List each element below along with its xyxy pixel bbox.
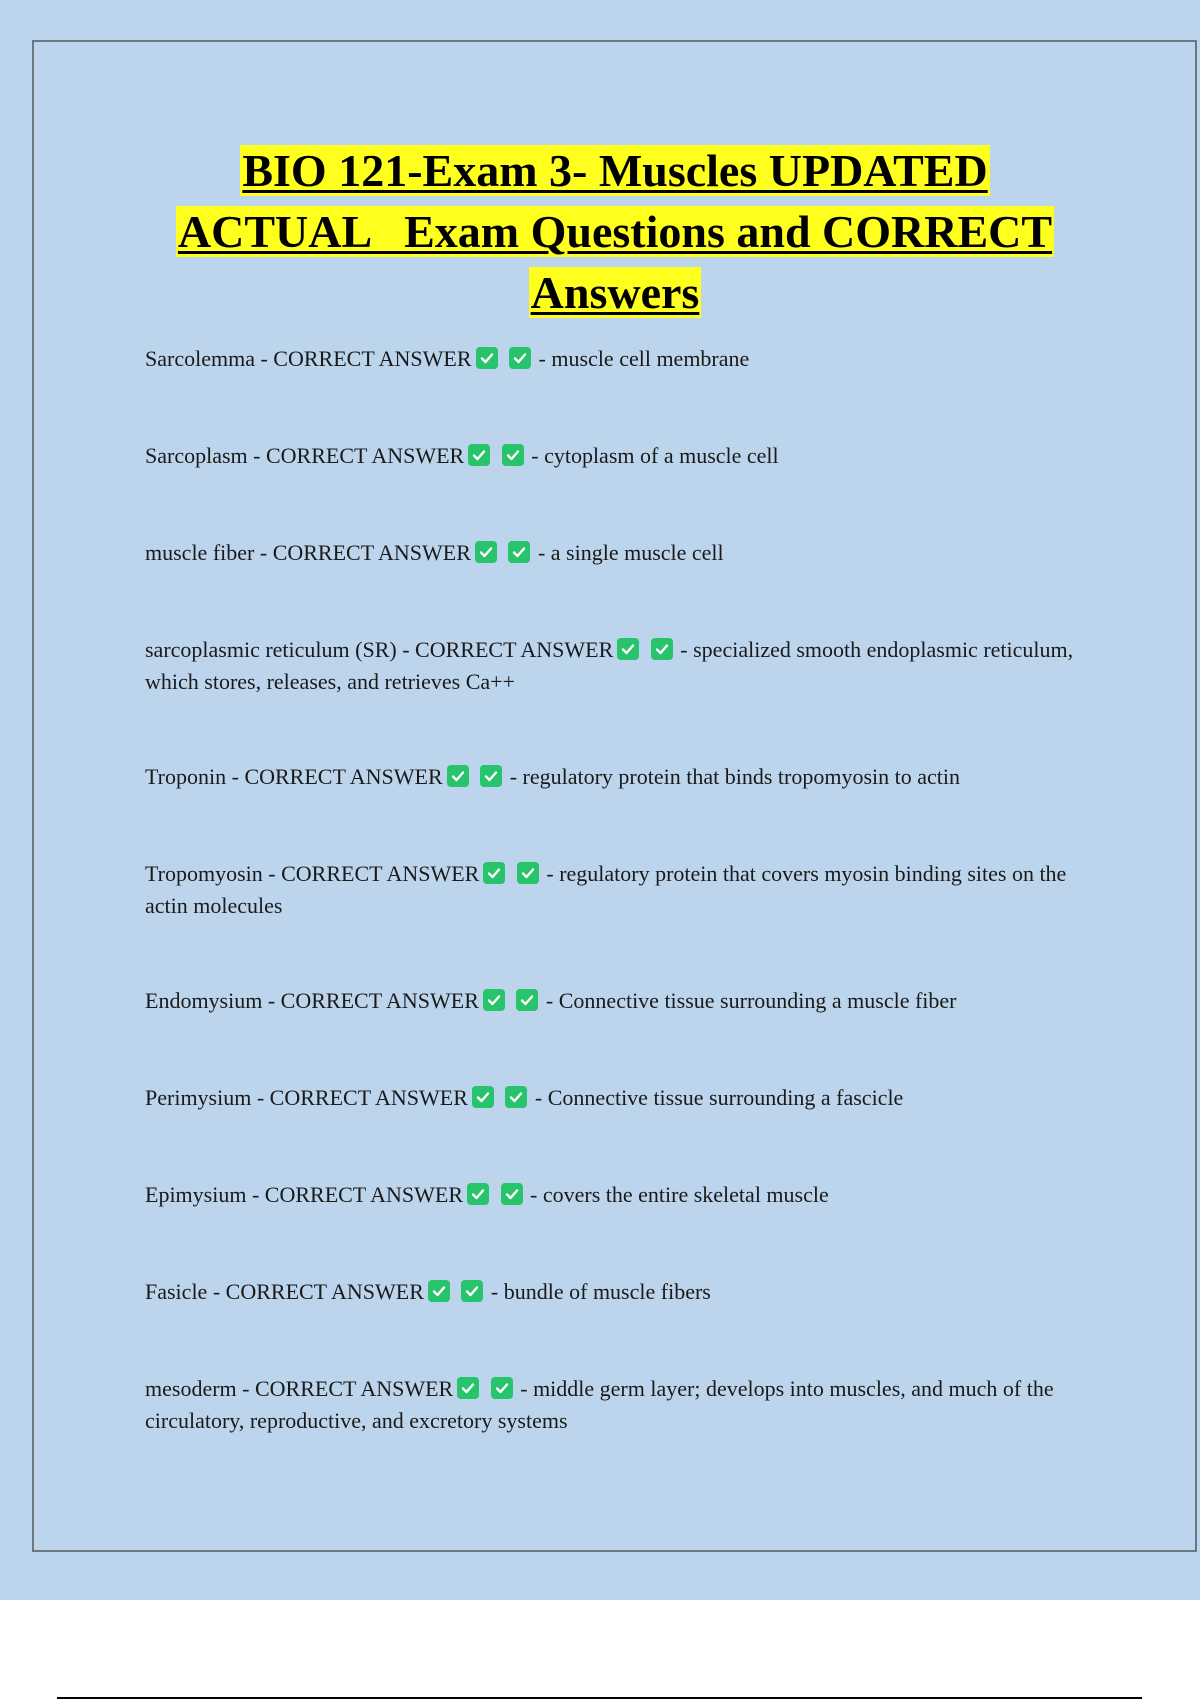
definition: bundle of muscle fibers (503, 1279, 711, 1304)
check-mark-icon (457, 1377, 479, 1399)
term: Sarcolemma (145, 346, 255, 371)
question-answer-list (145, 343, 1095, 1502)
answer-marker: CORRECT ANSWER (272, 540, 471, 565)
check-mark-icon (517, 862, 539, 884)
check-mark-icon (505, 1086, 527, 1108)
check-mark-icon (480, 765, 502, 787)
check-mark-icon (468, 444, 490, 466)
title-line-1: BIO 121-Exam 3- Muscles UPDATED (242, 145, 988, 196)
check-mark-icon (502, 444, 524, 466)
qa-item: Tropomyosin - CORRECT ANSWER - regulatory protein that covers myosin binding sites on the actin molecules (145, 861, 1067, 918)
answer-marker: CORRECT ANSWER (244, 764, 443, 789)
title-line-2: ACTUAL Exam Questions and CORRECT (177, 206, 1053, 257)
term: Tropomyosin (145, 861, 263, 886)
check-mark-icon (467, 1183, 489, 1205)
qa-item: Fasicle - CORRECT ANSWER - bundle of muscle fibers (145, 1279, 711, 1304)
qa-item: Perimysium - CORRECT ANSWER - Connective tissue surrounding a fascicle (145, 1085, 904, 1110)
definition: specialized smooth endoplasmic reticulum, which stores, releases, and retrieves Ca++ (145, 637, 1074, 694)
definition: cytoplasm of a muscle cell (544, 443, 779, 468)
qa-item: mesoderm - CORRECT ANSWER - middle germ layer; develops into muscles, and much of the circulatory, reproductive, and excretory systems (145, 1376, 1054, 1433)
term: Perimysium (145, 1085, 252, 1110)
check-mark-icon (428, 1280, 450, 1302)
term: Epimysium (145, 1182, 247, 1207)
definition: muscle cell membrane (551, 346, 750, 371)
check-mark-icon (501, 1183, 523, 1205)
term: muscle fiber (145, 540, 255, 565)
answer-marker: CORRECT ANSWER (269, 1085, 468, 1110)
check-mark-icon (476, 347, 498, 369)
check-mark-icon (483, 989, 505, 1011)
definition: Connective tissue surrounding a muscle fiber (558, 988, 957, 1013)
qa-item: sarcoplasmic reticulum (SR) - CORRECT ANSWER - specialized smooth endoplasmic reticulum, which stores, releases, and retrieves Ca++ (145, 637, 1074, 694)
document-title (60, 140, 1170, 323)
definition: regulatory protein that covers myosin binding sites on the actin molecules (145, 861, 1067, 918)
answer-marker: CORRECT ANSWER (225, 1279, 424, 1304)
term: Sarcoplasm (145, 443, 248, 468)
answer-marker: CORRECT ANSWER (264, 1182, 464, 1207)
qa-item: Endomysium - CORRECT ANSWER - Connective tissue surrounding a muscle fiber (145, 988, 957, 1013)
check-mark-icon (617, 638, 639, 660)
answer-marker: CORRECT ANSWER (254, 1376, 454, 1401)
check-mark-icon (651, 638, 673, 660)
term: Troponin (145, 764, 227, 789)
answer-marker: CORRECT ANSWER (265, 443, 465, 468)
check-mark-icon (509, 347, 531, 369)
check-mark-icon (472, 1086, 494, 1108)
answer-marker: CORRECT ANSWER (281, 861, 480, 886)
check-mark-icon (483, 862, 505, 884)
check-mark-icon (508, 541, 530, 563)
definition: Connective tissue surrounding a fascicle (547, 1085, 904, 1110)
answer-marker: CORRECT ANSWER (415, 637, 614, 662)
term: mesoderm (145, 1376, 237, 1401)
answer-marker: CORRECT ANSWER (280, 988, 479, 1013)
check-mark-icon (447, 765, 469, 787)
answer-marker: CORRECT ANSWER (273, 346, 472, 371)
qa-item: Sarcoplasm - CORRECT ANSWER - cytoplasm of a muscle cell (145, 443, 779, 468)
definition: regulatory protein that binds tropomyosin to actin (522, 764, 960, 789)
definition: covers the entire skeletal muscle (542, 1182, 829, 1207)
qa-item: Epimysium - CORRECT ANSWER - covers the entire skeletal muscle (145, 1182, 829, 1207)
check-mark-icon (516, 989, 538, 1011)
check-mark-icon (461, 1280, 483, 1302)
title-line-3: Answers (530, 267, 700, 318)
term: sarcoplasmic reticulum (SR) (145, 637, 397, 662)
qa-item: Sarcolemma - CORRECT ANSWER - muscle cell membrane (145, 346, 750, 371)
term: Fasicle (145, 1279, 208, 1304)
term: Endomysium (145, 988, 263, 1013)
definition: middle germ layer; develops into muscles, and much of the circulatory, reproductive, and excretory systems (145, 1376, 1054, 1433)
check-mark-icon (475, 541, 497, 563)
check-mark-icon (491, 1377, 513, 1399)
footer-rule (57, 1697, 1142, 1699)
qa-item: Troponin - CORRECT ANSWER - regulatory protein that binds tropomyosin to actin (145, 764, 960, 789)
qa-item: muscle fiber - CORRECT ANSWER - a single muscle cell (145, 540, 724, 565)
definition: a single muscle cell (550, 540, 724, 565)
